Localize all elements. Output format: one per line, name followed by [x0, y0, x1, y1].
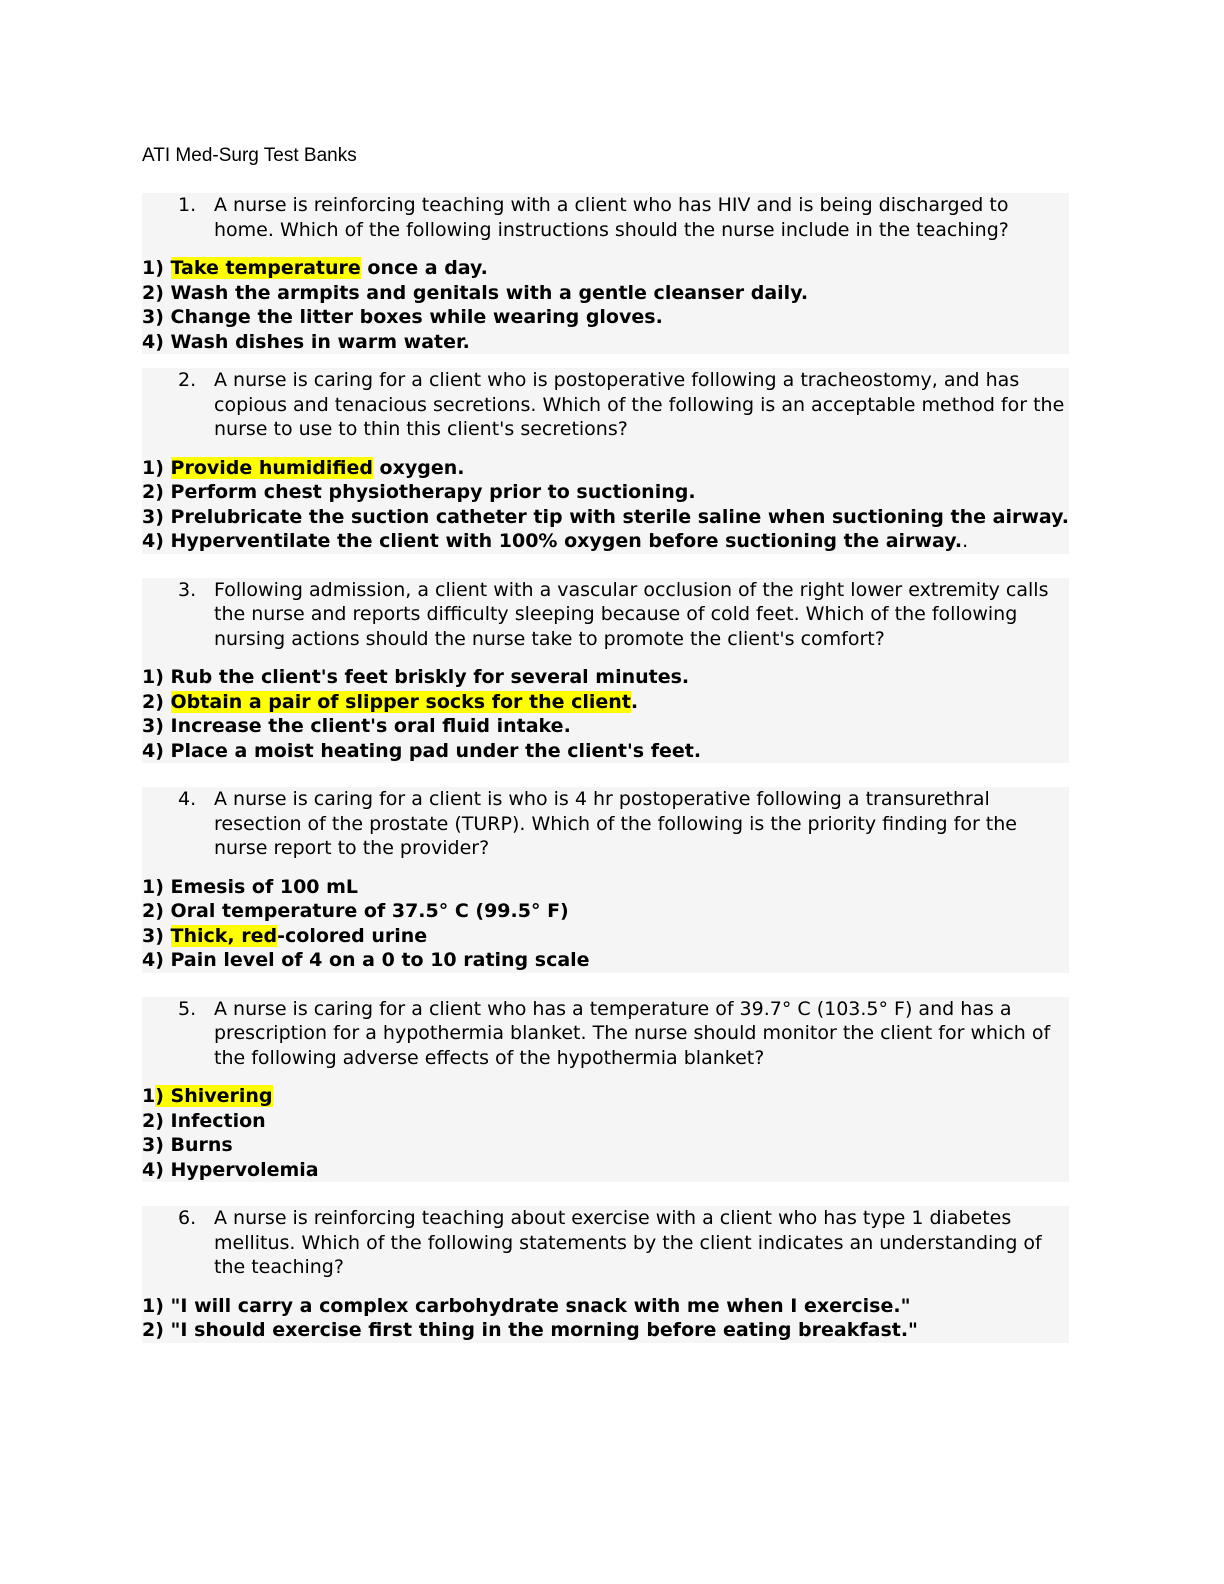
block-spacer — [142, 1182, 1069, 1206]
question-list — [142, 193, 1069, 1343]
highlighted-answer: ) Shivering — [155, 1085, 273, 1107]
question-block — [142, 578, 1069, 764]
answer-option — [142, 256, 1069, 281]
answer-option — [142, 1084, 1069, 1109]
question-text: A nurse is caring for a client who has a temperature of 39.7° C (103.5° F) and has a prescription for a hypothermia blanket. The nurse should monitor the client for which of the following adverse effects of the hypothermia blanket? — [214, 997, 1051, 1069]
option-text: 2) Wash the armpits and genitals with a gentle cleanser daily. — [142, 281, 809, 304]
option-text: 3) Change the litter boxes while wearing gloves. — [142, 306, 663, 328]
answer-options — [142, 256, 1069, 354]
question-number: 1. — [178, 194, 197, 216]
option-text: 2) — [142, 690, 171, 713]
question-text: A nurse is caring for a client who is postoperative following a tracheostomy, and has copious and tenacious secretions. Which of the following is an acceptable method for the nurse to use to thin this client's secretions? — [214, 369, 1065, 440]
option-text-tail: . — [630, 690, 639, 713]
answer-options — [142, 875, 1069, 973]
block-spacer — [142, 973, 1069, 997]
option-text: 1) Rub the client's feet briskly for several minutes. — [142, 666, 690, 688]
answer-option — [142, 330, 1069, 355]
answer-option — [142, 1109, 1069, 1134]
option-text: 4) Hypervolemia — [142, 1158, 319, 1181]
answer-option — [142, 924, 1069, 949]
option-text: 2) Infection — [142, 1109, 266, 1132]
answer-option — [142, 948, 1069, 973]
question-stem — [142, 1206, 1069, 1280]
answer-option — [142, 281, 1069, 306]
answer-option — [142, 739, 1069, 764]
highlighted-answer: Provide humidified — [170, 456, 373, 479]
question-number: 5. — [178, 997, 197, 1020]
option-text: 4) Pain level of 4 on a 0 to 10 rating scale — [142, 949, 590, 971]
option-text: 1) Emesis of 100 mL — [142, 875, 359, 898]
answer-options — [142, 665, 1069, 763]
answer-option — [142, 456, 1069, 481]
question-block — [142, 1206, 1069, 1343]
question-text: A nurse is reinforcing teaching about exercise with a client who has type 1 diabetes mellitus. Which of the following statements by the client indicates an understanding of the teaching? — [214, 1207, 1042, 1278]
answer-option — [142, 714, 1069, 739]
answer-option — [142, 690, 1069, 715]
question-block — [142, 193, 1069, 354]
option-trailing-mark: . — [962, 530, 969, 552]
option-text: 4) Place a moist heating pad under the client's feet. — [142, 739, 702, 762]
question-block — [142, 787, 1069, 973]
answer-options — [142, 1084, 1069, 1182]
option-text: 2) Oral temperature of 37.5° C (99.5° F) — [142, 900, 569, 922]
question-text: A nurse is caring for a client is who is 4 hr postoperative following a transurethral resection of the prostate (TURP). Which of the following is the priority finding for the nurse report to the provider? — [214, 788, 1017, 859]
answer-option — [142, 1158, 1069, 1183]
highlighted-answer: Obtain a pair of slipper socks for the client — [170, 690, 631, 713]
highlighted-answer: Thick, red — [170, 924, 278, 947]
option-text: 4) Wash dishes in warm water. — [142, 330, 470, 353]
question-stem — [142, 997, 1069, 1071]
block-spacer — [142, 554, 1069, 578]
option-text: 3) Burns — [142, 1134, 233, 1156]
question-text: A nurse is reinforcing teaching with a client who has HIV and is being discharged to home. Which of the following instructions should the nurse include in the teaching? — [214, 194, 1009, 241]
question-text: Following admission, a client with a vascular occlusion of the right lower extremity calls the nurse and reports difficulty sleeping because of cold feet. Which of the following nursing actions should the nurse take to promote the client's comfort? — [214, 578, 1049, 650]
question-number: 2. — [178, 369, 197, 391]
option-text: 1) "I will carry a complex carbohydrate snack with me when I exercise." — [142, 1294, 911, 1317]
answer-option — [142, 665, 1069, 690]
option-text-tail: once a day. — [360, 257, 488, 279]
answer-option — [142, 529, 1069, 554]
question-block — [142, 997, 1069, 1183]
question-stem — [142, 578, 1069, 652]
option-text: 2) Perform chest physiotherapy prior to suctioning. — [142, 481, 696, 503]
answer-option — [142, 305, 1069, 330]
question-stem — [142, 787, 1069, 861]
option-text: 3) Prelubricate the suction catheter tip with sterile saline when suctioning the airway. — [142, 505, 1069, 528]
answer-option — [142, 1318, 1069, 1343]
option-text: 2) "I should exercise first thing in the morning before eating breakfast." — [142, 1319, 918, 1341]
highlighted-answer: Take temperature — [170, 257, 361, 279]
block-spacer — [142, 354, 1069, 368]
page-header: ATI Med-Surg Test Banks — [142, 145, 357, 166]
block-spacer — [142, 763, 1069, 787]
question-block — [142, 368, 1069, 554]
option-text-tail: oxygen. — [372, 456, 465, 479]
answer-options — [142, 1294, 1069, 1343]
option-text: 3) Increase the client's oral fluid intake. — [142, 715, 571, 737]
question-number: 4. — [178, 788, 197, 810]
answer-option — [142, 899, 1069, 924]
option-text: 1) — [142, 257, 171, 279]
question-stem — [142, 193, 1069, 242]
option-text: 1 — [142, 1085, 156, 1107]
option-text: 3) — [142, 924, 171, 947]
answer-option — [142, 875, 1069, 900]
option-text-tail: -colored urine — [277, 924, 428, 947]
answer-option — [142, 480, 1069, 505]
option-text: 1) — [142, 456, 171, 479]
question-stem — [142, 368, 1069, 442]
answer-option — [142, 1294, 1069, 1319]
option-text: 4) Hyperventilate the client with 100% oxygen before suctioning the airway. — [142, 530, 963, 552]
answer-option — [142, 1133, 1069, 1158]
question-number: 6. — [178, 1207, 197, 1229]
question-number: 3. — [178, 578, 197, 601]
answer-options — [142, 456, 1069, 554]
answer-option — [142, 505, 1069, 530]
